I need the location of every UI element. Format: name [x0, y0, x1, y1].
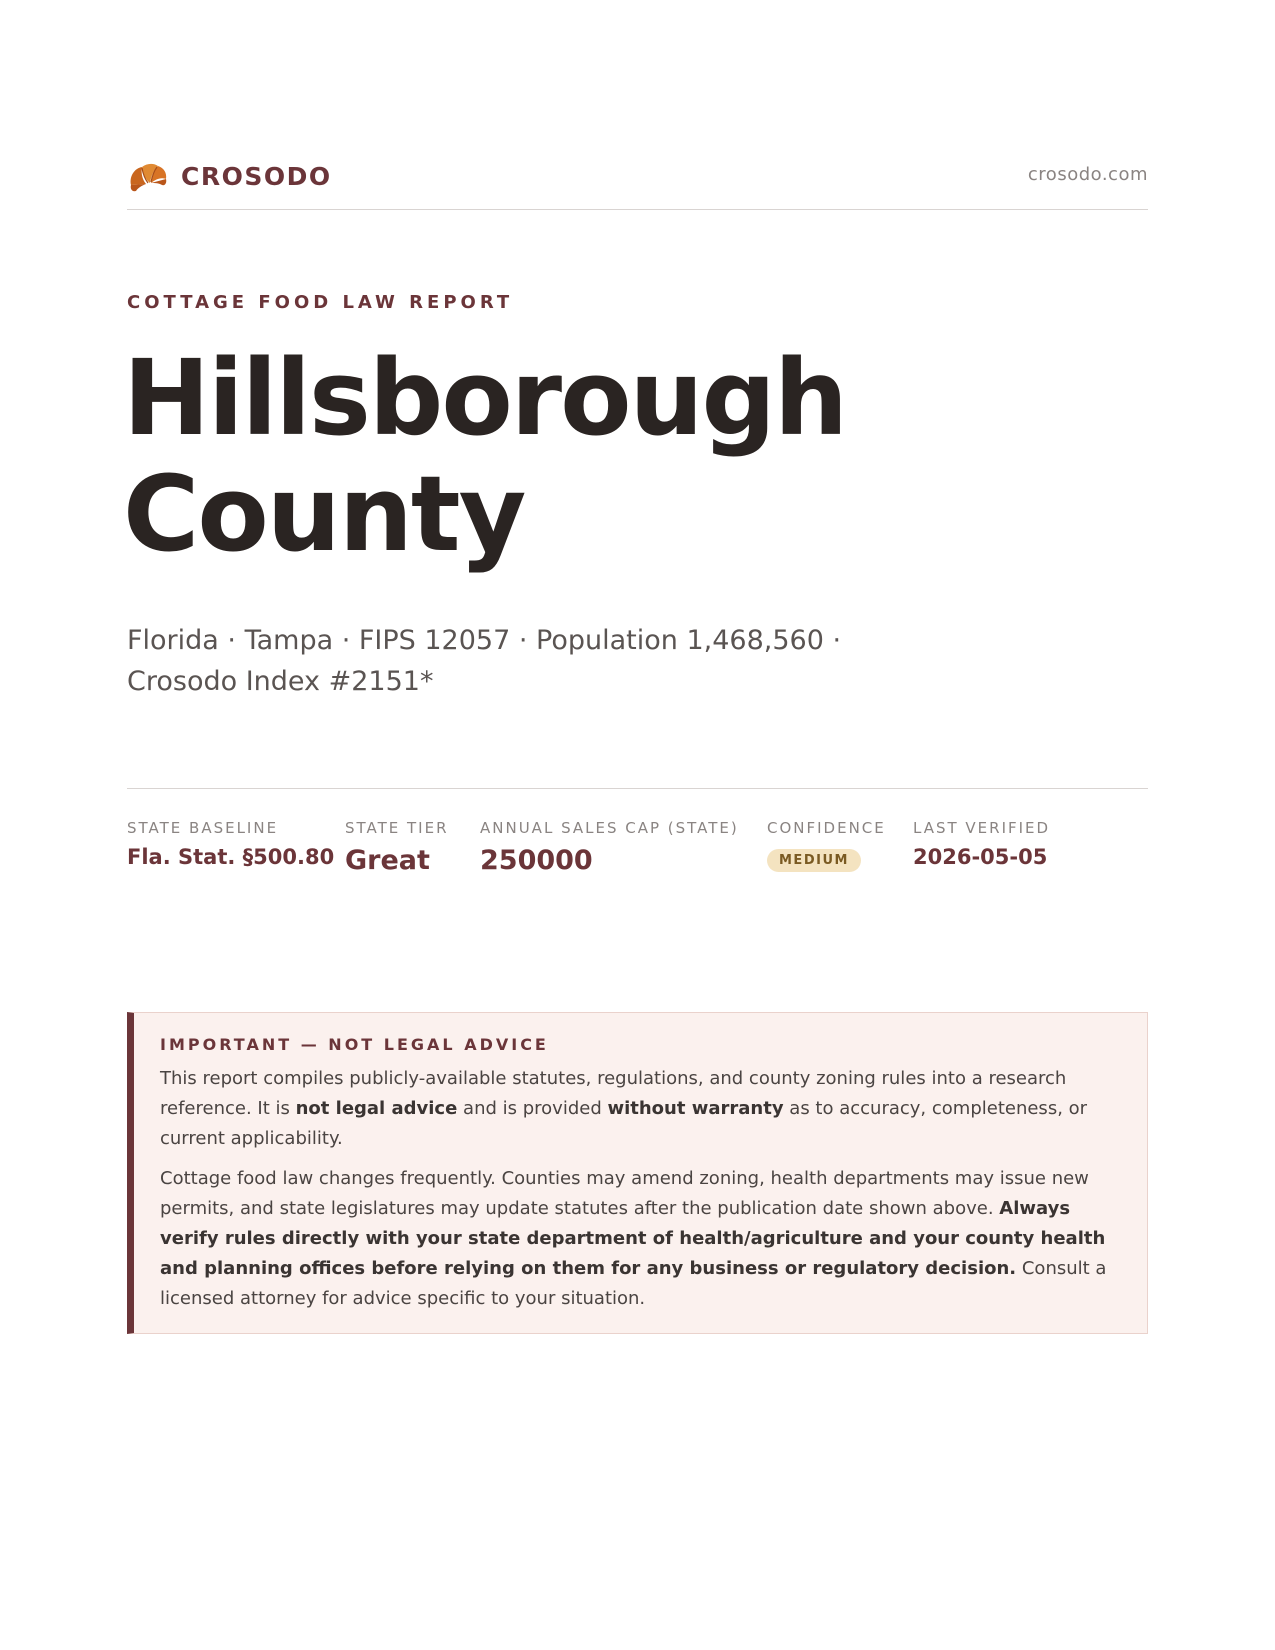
text-run: This report compiles publicly-available statutes, regulations, and county zoning rules into a research reference. It is	[160, 1068, 1067, 1119]
stat-label: CONFIDENCE	[767, 819, 886, 837]
text-run: Cottage food law changes frequently. Counties may amend zoning, health departments may issue new permits, and state legislatures may update statutes after the publication date shown above.	[160, 1168, 1089, 1219]
title-line-1: Hillsborough	[123, 337, 847, 459]
text-run-bold: Always verify rules directly with your state department of health/agriculture and your county health and planning offices before relying on them for any business or regulatory decision.	[160, 1198, 1106, 1279]
county-subtitle	[127, 620, 887, 702]
stat-label: LAST VERIFIED	[913, 819, 1051, 837]
stat-value: Fla. Stat. §500.80	[127, 845, 335, 869]
stat-last-verified	[913, 819, 1050, 869]
stat-confidence	[767, 819, 886, 872]
stat-label: STATE BASELINE	[127, 819, 279, 837]
text-run: and is provided	[457, 1098, 608, 1119]
croissant-icon	[127, 158, 169, 196]
disclaimer-paragraph	[160, 1064, 1121, 1154]
text-run: as to accuracy, completeness, or current applicability.	[160, 1098, 1088, 1149]
site-url[interactable]: crosodo.com	[1027, 164, 1148, 185]
text-run-bold: without warranty	[607, 1098, 784, 1119]
title-line-2: County	[123, 453, 525, 575]
stat-value: 2026-05-05	[913, 845, 1048, 869]
report-page	[123, 0, 1148, 1650]
stat-label: STATE TIER	[345, 819, 449, 837]
county-title	[123, 337, 1023, 575]
text-run-bold: not legal advice	[295, 1098, 458, 1119]
stats-row	[127, 788, 1148, 898]
text-run: Consult a licensed attorney for advice specific to your situation.	[160, 1258, 1107, 1309]
stat-label: ANNUAL SALES CAP (STATE)	[480, 819, 739, 837]
brand[interactable]	[127, 158, 332, 196]
stat-annual-sales-cap	[480, 819, 739, 876]
stat-value: Great	[345, 845, 430, 876]
disclaimer-title: IMPORTANT — NOT LEGAL ADVICE	[160, 1035, 549, 1054]
page-header	[127, 158, 1148, 210]
report-eyebrow: COTTAGE FOOD LAW REPORT	[127, 292, 514, 313]
stat-value: 250000	[480, 845, 593, 876]
subtitle-line-2: Crosodo Index #2151*	[127, 666, 434, 697]
confidence-badge: MEDIUM	[767, 849, 861, 872]
subtitle-line-1: Florida · Tampa · FIPS 12057 · Population 1,468,560 ·	[127, 625, 842, 656]
disclaimer-paragraph	[160, 1164, 1121, 1314]
stat-state-tier	[345, 819, 449, 876]
legal-disclaimer	[127, 1012, 1148, 1334]
brand-name: CROSODO	[181, 162, 332, 191]
stat-state-baseline	[127, 819, 334, 869]
